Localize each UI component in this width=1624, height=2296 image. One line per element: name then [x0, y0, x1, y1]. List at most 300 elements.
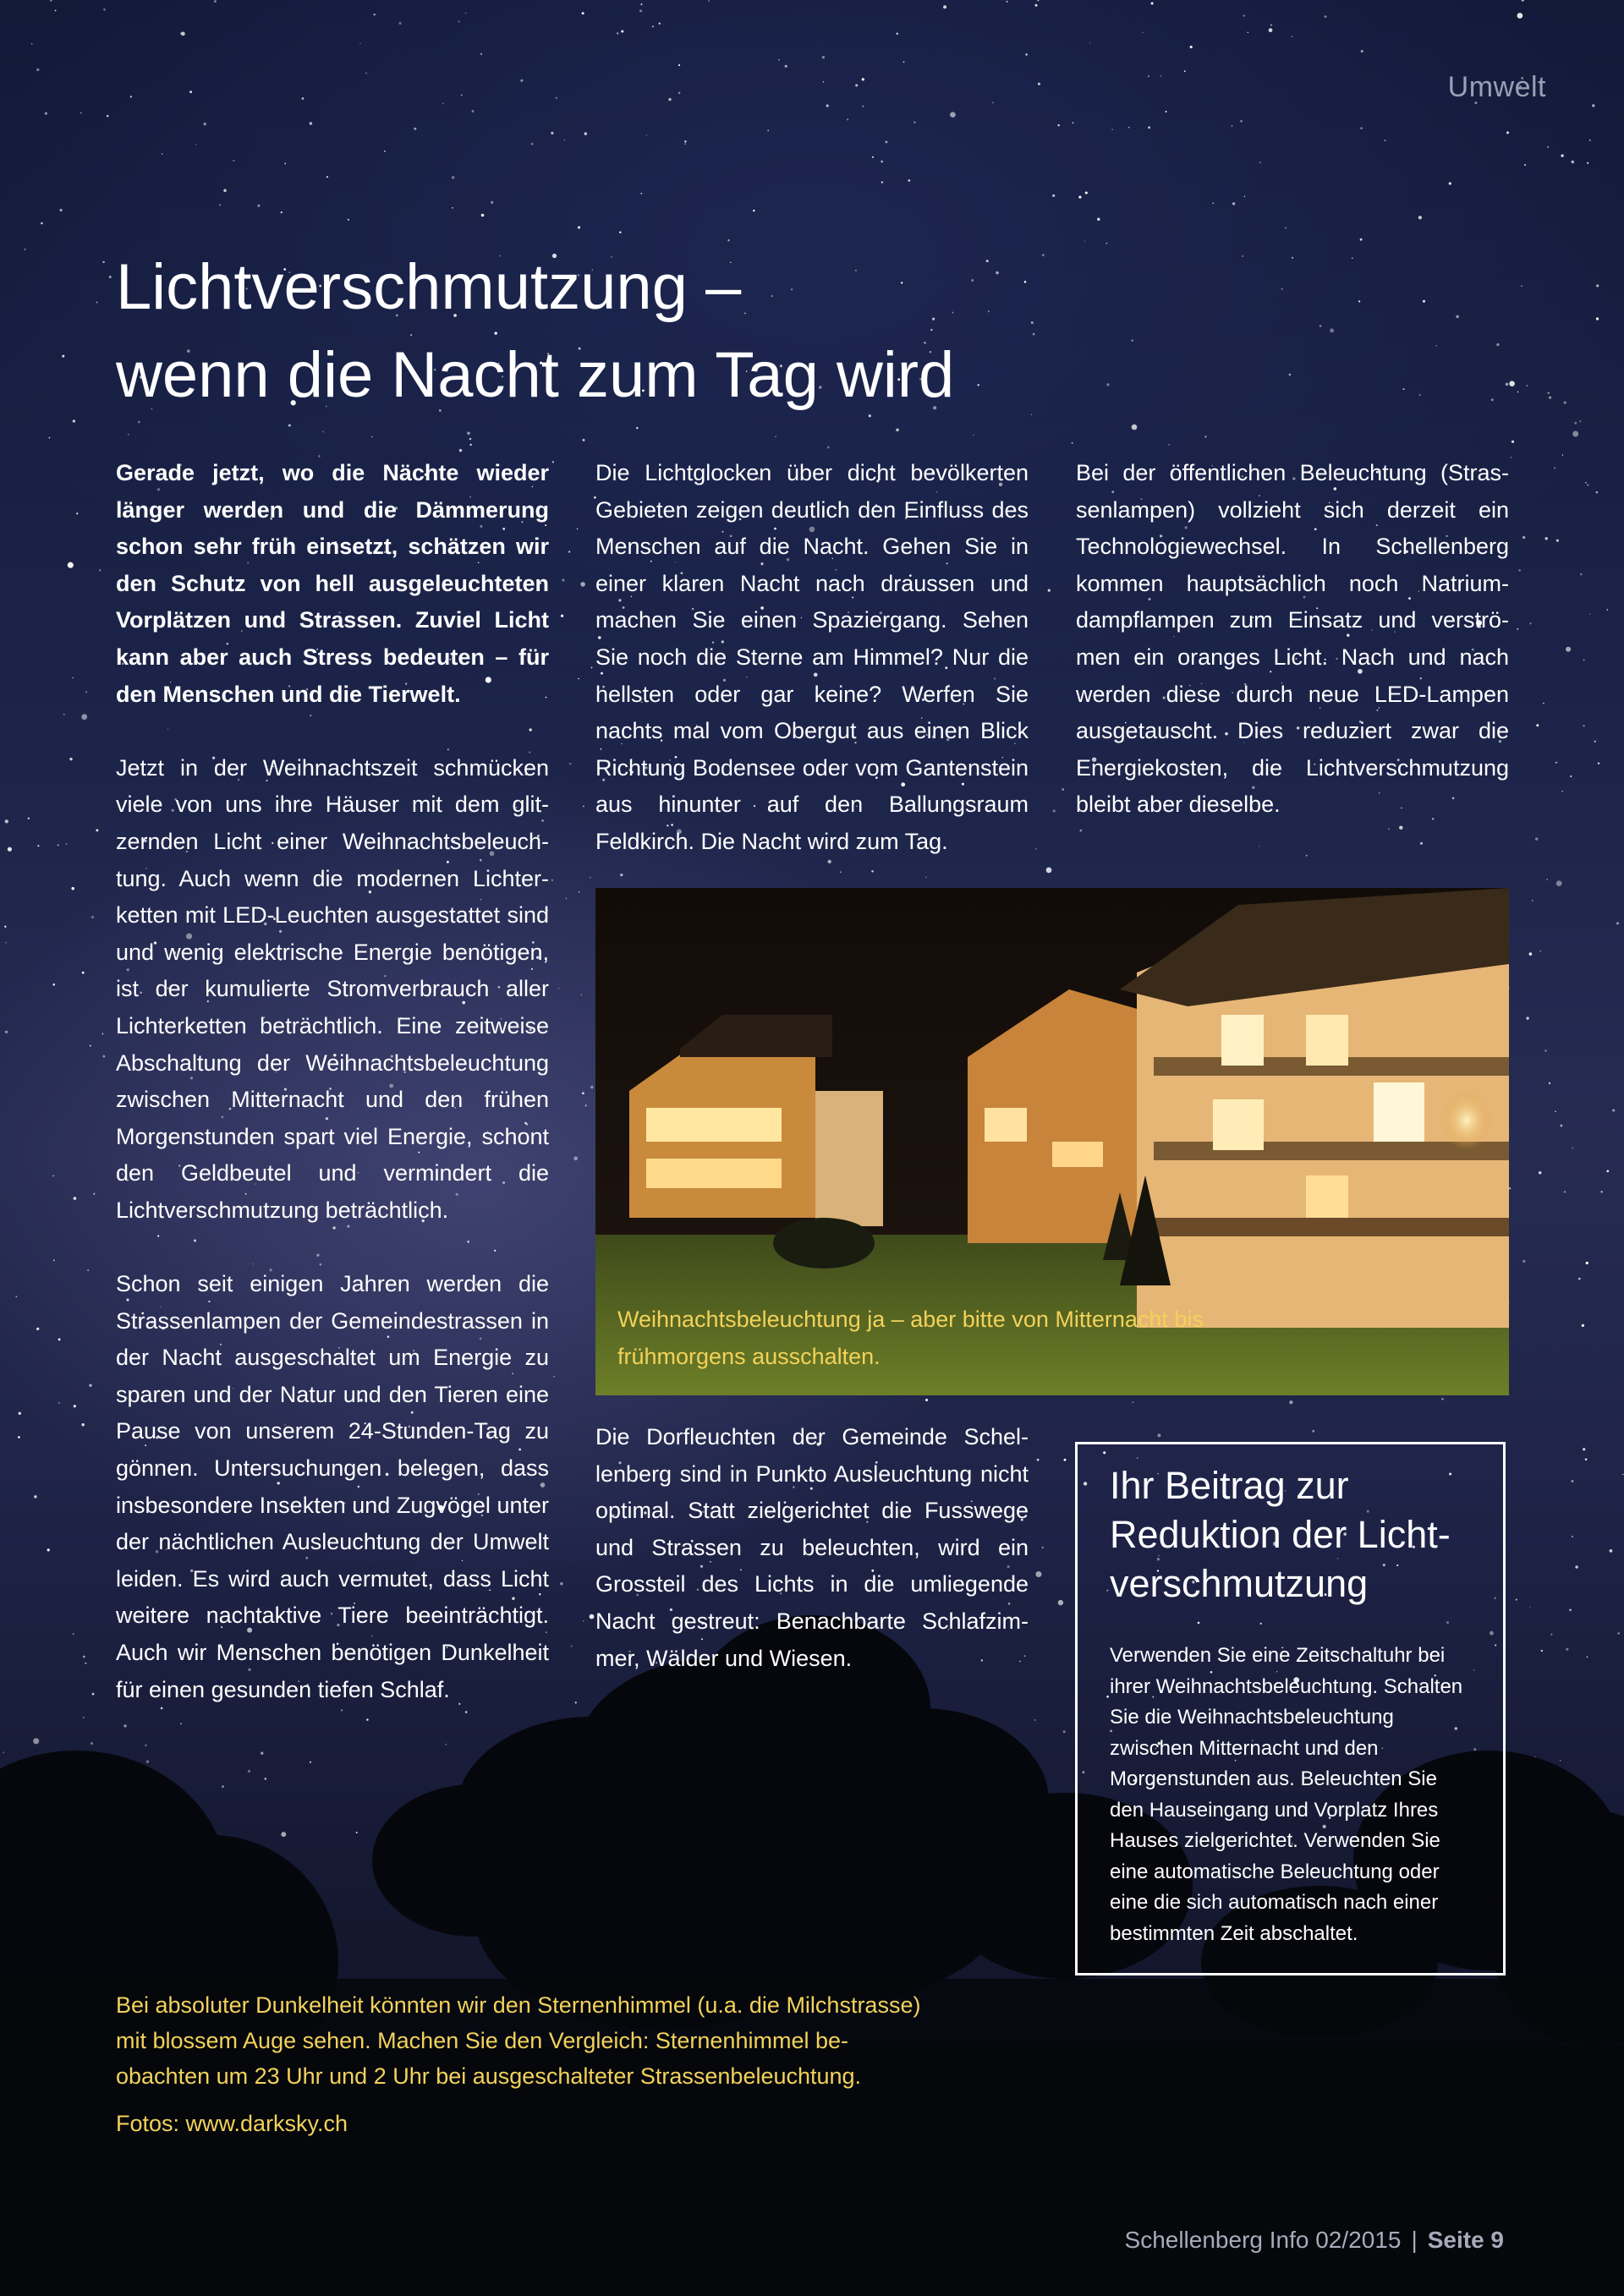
star: [1578, 1278, 1581, 1280]
star: [1064, 1459, 1067, 1461]
star: [1561, 791, 1562, 792]
star: [1555, 1111, 1556, 1113]
star: [582, 12, 584, 14]
star: [480, 53, 482, 55]
star: [1518, 569, 1520, 571]
star: [778, 59, 779, 60]
info-box-title: Ihr Beitrag zur Reduktion der Lichtverschmutzung: [1110, 1464, 1451, 1605]
star: [5, 1031, 8, 1033]
info-box-text: Verwenden Sie eine Zeitschaltuhr bei ihrer Weihnachtsbeleuchtung. Schalten Sie die Weihnachtsbeleuchtung zwischen Mitternacht und den Morgenstunden aus. Beleuchten Sie den Hauseingang und Vorplatz Ihres Hauses zielgerichtet. Verwenden Sie eine automatische Beleuchtung oder eine die sich automatisch nach einer bestimmten Zeit abschaltet.: [1110, 1644, 1463, 1945]
star: [560, 1582, 562, 1585]
star: [943, 5, 946, 8]
star: [583, 806, 584, 808]
paragraph-village-lights: Die Dorfleuchten der Gemeinde Schellenberg sind in Punkto Ausleuchtung nicht optimal. Statt zielgerichtet die Fusswege und Strassen zu beleuchten, wird ein Grossteil des Lichts in die umliegende Nacht gestreut: Benachbarte Schlafzimmer, Wälder und Wiesen.: [595, 1424, 1029, 1671]
star: [69, 758, 72, 760]
star: [775, 436, 776, 438]
article-photo: [595, 888, 1509, 1395]
star: [1575, 1565, 1578, 1569]
star: [1084, 241, 1085, 242]
star: [1281, 288, 1283, 290]
footer-separator: |: [1411, 2227, 1418, 2253]
star: [458, 21, 460, 23]
star: [384, 151, 386, 152]
star: [138, 421, 140, 424]
star: [1598, 763, 1599, 764]
star: [1555, 762, 1557, 764]
star: [1543, 703, 1544, 704]
paragraph-public-lighting: Bei der öffentlichen Beleuchtung (Strassenlampen) vollzieht sich derzeit ein Technologiewechsel. In Schellenberg kommen hauptsächlich noch Natriumdampflampen zum Einsatz und verströmen ein oranges Licht. Nach und nach werden diese durch neue LED-Lampen ausgetauscht. Dies reduziert zwar die Energiekosten, die Lichtverschmutzung bleibt aber dieselbe.: [1076, 460, 1509, 818]
star: [1148, 126, 1150, 129]
star: [1037, 0, 1040, 1]
star: [556, 97, 557, 99]
star: [180, 32, 183, 35]
star: [1574, 422, 1577, 425]
star: [203, 123, 206, 125]
star: [1549, 397, 1551, 399]
star: [1610, 1549, 1613, 1553]
star: [1111, 129, 1113, 131]
star: [855, 84, 858, 86]
star: [302, 97, 304, 100]
star: [82, 972, 85, 974]
star: [1358, 300, 1360, 302]
star: [578, 678, 579, 680]
star: [908, 179, 911, 182]
star: [322, 431, 324, 433]
star: [1089, 42, 1090, 43]
star: [58, 1402, 60, 1404]
star: [1572, 1480, 1574, 1482]
star: [1240, 120, 1243, 123]
star: [1592, 104, 1594, 107]
page-title: [116, 244, 1215, 419]
star: [85, 691, 87, 693]
star: [1025, 53, 1027, 55]
star: [1035, 1571, 1041, 1577]
star: [1586, 1262, 1588, 1264]
star: [582, 1092, 584, 1094]
star: [1097, 218, 1100, 221]
star: [481, 214, 485, 217]
star: [1582, 1324, 1584, 1327]
star: [1535, 837, 1538, 840]
star: [1579, 420, 1581, 422]
star: [37, 845, 39, 847]
star: [896, 429, 899, 432]
star: [847, 118, 848, 120]
title-line-1: Lichtverschmutzung –: [116, 251, 742, 323]
star: [1512, 441, 1514, 443]
star: [71, 887, 74, 890]
star: [1128, 127, 1130, 129]
star: [753, 210, 754, 211]
star: [442, 103, 444, 105]
star: [96, 301, 97, 303]
star: [469, 438, 471, 440]
star: [452, 207, 453, 209]
star: [223, 189, 227, 193]
star: [826, 104, 829, 107]
star: [1521, 286, 1522, 288]
star: [1600, 1191, 1603, 1193]
star: [678, 92, 680, 94]
star: [591, 667, 593, 669]
star: [219, 204, 221, 205]
star: [414, 128, 416, 130]
star: [1606, 1170, 1609, 1173]
star: [1132, 425, 1138, 430]
star: [668, 98, 671, 101]
paragraph-christmas-lights: Jetzt in der Weihnachtszeit schmücken viele von uns ihre Häuser mit dem glitzernden Licht einer Weihnachtsbeleuchtung. Auch wenn die modernen Lichterketten mit LED-Leuchten ausgestattet sind und wenig elektrische Energie benötigen, ist der kumulierte Stromverbrauch aller Lichterketten beträchtlich. Eine zeitweise Abschaltung der Weihnachtsbeleuchtung zwischen Mitternacht und den frühen Morgenstunden spart viel Energie, schont den Geldbeutel und vermindert die Lichtverschmutzung beträchtlich.: [116, 754, 549, 1223]
star: [827, 446, 830, 448]
star: [1034, 4, 1037, 7]
star: [1572, 431, 1578, 437]
star: [621, 30, 623, 33]
star: [727, 239, 729, 241]
star: [82, 1423, 85, 1426]
star: [1561, 154, 1563, 156]
star: [1151, 3, 1154, 5]
star: [399, 22, 402, 25]
paragraph-light-domes: Die Lichtglocken über dicht bevölkerten Gebieten zeigen deutlich den Einfluss des Menschen auf die Nacht. Gehen Sie in einer klaren Nacht nach draussen und machen Sie einen Spaziergang. Sehen Sie noch die Sterne am Himmel? Nur die hellsten oder gar keine? Werfen Sie nachts mal vom Obergut aus einen Blick Richtung Bodensee oder vom Gantenstein aus hinunter auf den Ballungsraum Feldkirch. Die Nacht wird zum Tag.: [595, 460, 1029, 854]
star: [885, 140, 887, 143]
star: [520, 79, 523, 82]
star: [1616, 922, 1619, 924]
star: [93, 1193, 95, 1195]
page-number: Seite 9: [1427, 2227, 1504, 2253]
star: [1148, 75, 1149, 77]
lead-paragraph: Gerade jetzt, wo die Nächte wieder länger werden und die Dämmerung schon sehr früh einsetzt, schätzen wir den Schutz von hell ausgeleuchteten Vorplätzen und Strassen. Zuviel Licht kann aber auch Stress bedeuten – für den Menschen und die Tierwelt.: [116, 460, 549, 707]
star: [1572, 1536, 1573, 1537]
star: [1585, 1458, 1588, 1460]
star: [1360, 127, 1363, 129]
star: [1517, 13, 1523, 19]
background-caption: [116, 1987, 928, 2153]
star: [1035, 848, 1037, 850]
star: [1549, 1082, 1550, 1084]
star: [872, 156, 874, 158]
star: [1292, 257, 1293, 259]
star: [41, 222, 43, 225]
star: [1449, 182, 1451, 184]
star: [1545, 537, 1548, 540]
star: [1259, 162, 1261, 163]
star: [1491, 398, 1494, 401]
star: [973, 435, 974, 436]
star: [767, 129, 769, 131]
star: [1160, 75, 1161, 77]
star: [1561, 1125, 1563, 1127]
publication-name: Schellenberg Info 02/2015: [1124, 2227, 1402, 2253]
star: [1526, 385, 1528, 386]
star: [1289, 374, 1292, 376]
section-label: Umwelt: [1447, 71, 1546, 103]
star: [558, 988, 559, 989]
star: [128, 434, 129, 436]
star: [1190, 46, 1193, 48]
star: [684, 140, 687, 143]
star: [1352, 257, 1353, 259]
star: [1536, 724, 1539, 726]
star: [371, 436, 372, 437]
star: [1269, 28, 1273, 32]
star: [1510, 457, 1512, 458]
star: [103, 8, 106, 11]
star: [578, 226, 580, 228]
star: [1073, 122, 1074, 123]
star: [74, 1197, 77, 1200]
star: [214, 0, 217, 3]
star: [1583, 1448, 1585, 1450]
star: [1622, 1474, 1623, 1475]
star: [1506, 131, 1509, 134]
star: [1212, 202, 1214, 204]
star: [467, 432, 470, 436]
star: [1184, 70, 1186, 72]
star: [531, 143, 534, 145]
star: [18, 1436, 20, 1438]
star: [5, 819, 8, 823]
star: [617, 32, 618, 34]
star: [1330, 328, 1334, 332]
star: [1529, 952, 1533, 956]
star: [1526, 1016, 1528, 1019]
star: [573, 1156, 578, 1160]
star: [1509, 381, 1515, 386]
column-2-lower: [595, 1419, 1029, 1714]
star: [903, 61, 905, 63]
star: [684, 143, 686, 145]
star: [8, 847, 12, 852]
star: [1052, 195, 1055, 197]
star: [348, 219, 349, 221]
star: [47, 1548, 50, 1551]
star: [31, 43, 32, 44]
star: [107, 115, 109, 118]
star: [281, 211, 283, 213]
star: [569, 763, 571, 764]
photo-credit: Fotos: www.darksky.ch: [116, 2111, 348, 2136]
star: [284, 163, 286, 165]
star: [1596, 317, 1599, 320]
star: [257, 205, 260, 207]
star: [469, 444, 471, 446]
star: [36, 1328, 39, 1330]
star: [881, 181, 883, 183]
star: [1037, 1459, 1040, 1461]
star: [288, 424, 291, 426]
star: [590, 877, 591, 879]
star: [561, 615, 563, 617]
star: [1564, 402, 1566, 404]
star: [66, 843, 68, 845]
star: [1612, 1109, 1615, 1111]
star: [102, 1055, 105, 1058]
star: [1232, 125, 1233, 127]
star: [1594, 741, 1596, 743]
star: [1085, 191, 1088, 194]
star: [1243, 14, 1245, 16]
star: [24, 249, 25, 250]
star: [551, 879, 553, 881]
star: [76, 512, 78, 514]
star: [992, 102, 993, 103]
star: [640, 3, 642, 5]
star: [562, 578, 564, 581]
star: [74, 1405, 76, 1407]
star: [1320, 325, 1322, 327]
star: [68, 562, 74, 568]
star: [1157, 1433, 1160, 1437]
star: [1072, 442, 1073, 444]
star: [708, 0, 710, 2]
star: [1385, 140, 1386, 141]
star: [4, 926, 6, 928]
star: [1587, 162, 1588, 164]
star: [50, 0, 52, 2]
star: [590, 1086, 593, 1088]
star: [581, 994, 583, 995]
star: [52, 1175, 54, 1177]
star: [1166, 111, 1167, 112]
star: [1058, 1600, 1063, 1605]
column-1: [116, 455, 549, 1745]
column-3: [1076, 455, 1509, 861]
star: [5, 942, 7, 944]
star: [1522, 536, 1525, 539]
star: [365, 73, 367, 74]
star: [233, 160, 234, 162]
star: [678, 64, 680, 66]
star: [641, 193, 643, 195]
star: [1441, 1398, 1444, 1400]
star: [1325, 15, 1327, 18]
star: [619, 232, 621, 233]
star: [1556, 880, 1562, 886]
star: [99, 569, 101, 571]
star: [1509, 1187, 1511, 1189]
title-line-2: wenn die Nacht zum Tag wird: [116, 339, 955, 411]
star: [925, 1399, 928, 1401]
star: [1564, 1191, 1566, 1192]
star: [1580, 573, 1583, 576]
star: [580, 582, 585, 587]
star: [1506, 383, 1509, 386]
page-footer: [1125, 2227, 1504, 2254]
info-box: [1075, 1442, 1506, 1975]
star: [1556, 540, 1559, 542]
star: [45, 112, 47, 115]
star: [1423, 300, 1425, 303]
star: [914, 122, 915, 123]
star: [58, 1338, 61, 1340]
star: [553, 1376, 554, 1377]
star: [1544, 1049, 1547, 1052]
star: [89, 1384, 91, 1386]
star: [1244, 196, 1245, 197]
star: [90, 1045, 91, 1047]
star: [63, 714, 65, 715]
star: [81, 714, 87, 720]
star: [1585, 482, 1587, 484]
star: [1570, 775, 1572, 777]
star: [1361, 50, 1363, 52]
star: [585, 1104, 587, 1106]
star: [80, 112, 82, 113]
star: [34, 1495, 37, 1499]
star: [568, 551, 570, 552]
star: [1566, 647, 1571, 652]
star: [459, 449, 462, 452]
star: [1435, 345, 1437, 347]
star: [1312, 1430, 1314, 1433]
star: [55, 10, 57, 12]
star: [1057, 124, 1059, 126]
star: [189, 90, 192, 93]
star: [950, 112, 956, 118]
star: [785, 65, 787, 68]
star: [310, 122, 312, 124]
star: [73, 677, 74, 678]
star: [58, 844, 59, 846]
star: [1539, 951, 1541, 952]
star: [551, 132, 553, 134]
star: [1572, 161, 1574, 163]
star: [1403, 388, 1405, 390]
star: [1532, 900, 1533, 901]
star: [1516, 1599, 1517, 1601]
column-2: [595, 455, 1029, 897]
star: [1547, 146, 1549, 148]
star: [566, 898, 568, 900]
star: [1587, 484, 1588, 485]
star: [1042, 1547, 1044, 1548]
star: [91, 916, 94, 918]
star: [87, 1269, 88, 1270]
star: [1048, 589, 1051, 591]
star: [36, 68, 39, 71]
star: [195, 144, 196, 145]
star: [584, 132, 588, 135]
star: [1496, 343, 1499, 346]
star: [73, 419, 75, 422]
star: [452, 176, 455, 179]
star: [1583, 725, 1585, 726]
star: [461, 95, 463, 96]
star: [639, 9, 642, 12]
star: [1548, 392, 1550, 393]
star: [465, 13, 467, 14]
star: [102, 261, 104, 263]
star: [881, 161, 883, 163]
star: [62, 355, 64, 358]
star: [1270, 24, 1272, 25]
star: [1529, 622, 1531, 624]
star: [16, 1296, 18, 1297]
star: [1046, 868, 1052, 874]
star: [652, 26, 654, 28]
star: [862, 78, 864, 80]
photo-caption: Weihnachtsbeleuchtung ja – aber bitte von Mitternacht bis frühmorgens ausschalten.: [617, 1307, 1204, 1369]
star: [1006, 1, 1007, 3]
star: [896, 33, 897, 35]
star: [1589, 613, 1590, 614]
star: [49, 437, 51, 439]
star: [659, 23, 661, 25]
star: [1562, 454, 1563, 455]
star: [374, 14, 376, 15]
star: [1456, 315, 1459, 319]
